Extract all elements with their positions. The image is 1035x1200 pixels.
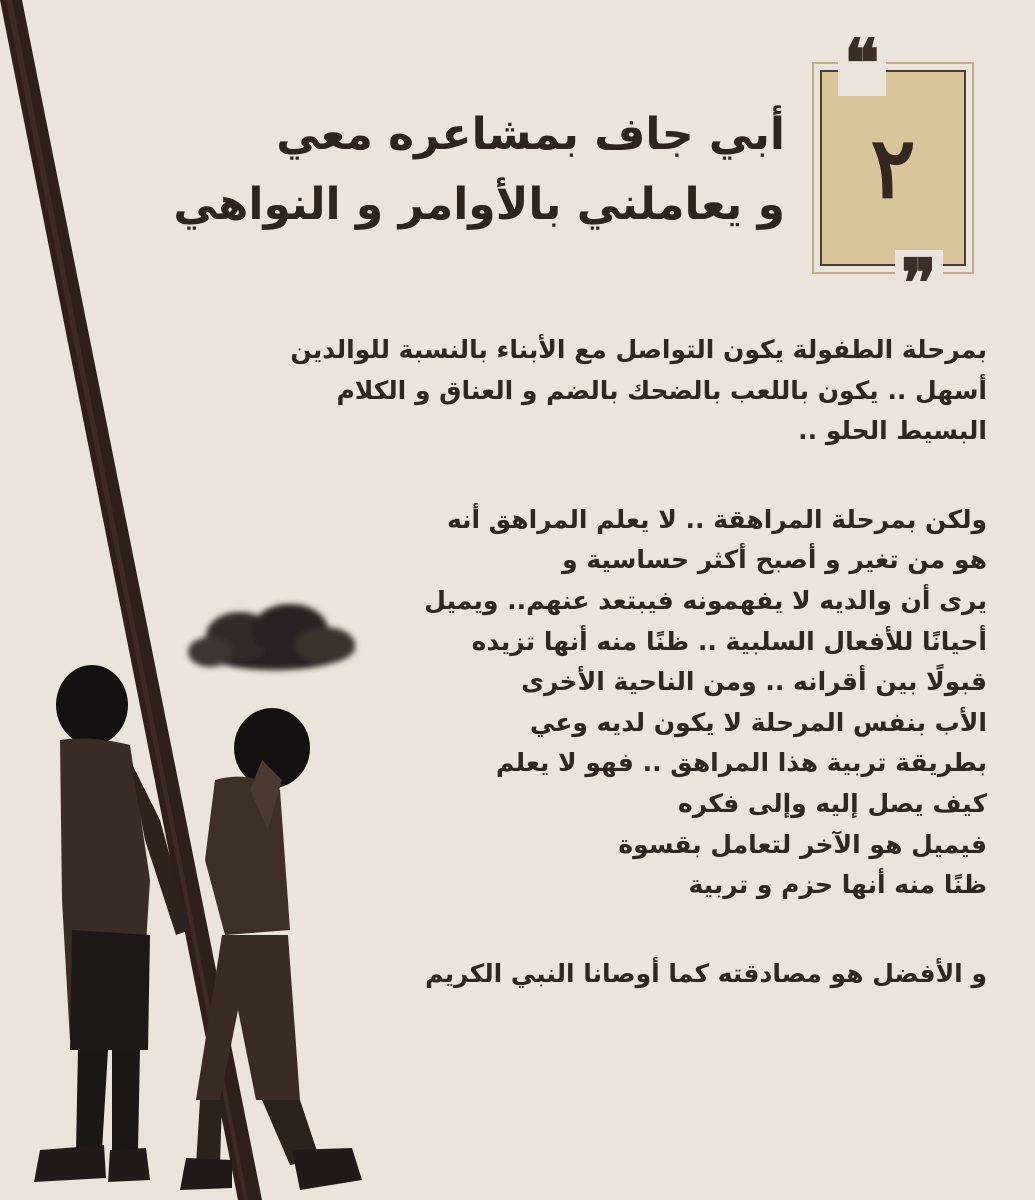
text-line: يرى أن والديه لا يفهمونه فيبتعد عنهم.. ويميل (424, 585, 987, 615)
section-number: ٢ (870, 118, 916, 217)
text-line: الأب بنفس المرحلة لا يكون لديه وعي (530, 707, 987, 737)
paragraph-conclusion (207, 954, 987, 995)
title-line-1: أبي جاف بمشاعره معي (276, 109, 785, 160)
text-line: فيميل هو الآخر لتعامل بقسوة (618, 829, 987, 859)
paragraph-childhood (207, 330, 987, 452)
text-line: كيف يصل إليه وإلى فكره (678, 788, 987, 818)
text-line: و الأفضل هو مصادقته كما أوصانا النبي الكريم (425, 958, 987, 988)
text-line: ظنًا منه أنها حزم و تربية (688, 870, 987, 900)
text-line: بطريقة تربية هذا المراهق .. فهو لا يعلم (496, 748, 987, 778)
text-line: البسيط الحلو .. (798, 416, 987, 446)
text-line: قبولًا بين أقرانه .. ومن الناحية الأخرى (521, 667, 987, 697)
text-line: ولكن بمرحلة المراهقة .. لا يعلم المراهق أنه (446, 504, 987, 534)
text-line: بمرحلة الطفولة يكون التواصل مع الأبناء بالنسبة للوالدين (290, 335, 987, 364)
body-text (207, 330, 987, 994)
open-quote-icon: ❝ (838, 30, 886, 96)
text-line: أحيانًا للأفعال السلبية .. ظنًا منه أنها تزيده (471, 626, 987, 656)
title-line-2: و يعاملني بالأوامر و النواهي (173, 179, 785, 231)
close-quote-icon: ❞ (895, 250, 943, 316)
text-line: هو من تغير و أصبح أكثر حساسية و (562, 545, 987, 575)
text-line: أسهل .. يكون باللعب بالضحك بالضم و العناق و الكلام (336, 375, 987, 405)
number-badge (820, 70, 966, 266)
paragraph-adolescence (207, 500, 987, 906)
page-title (105, 100, 785, 241)
